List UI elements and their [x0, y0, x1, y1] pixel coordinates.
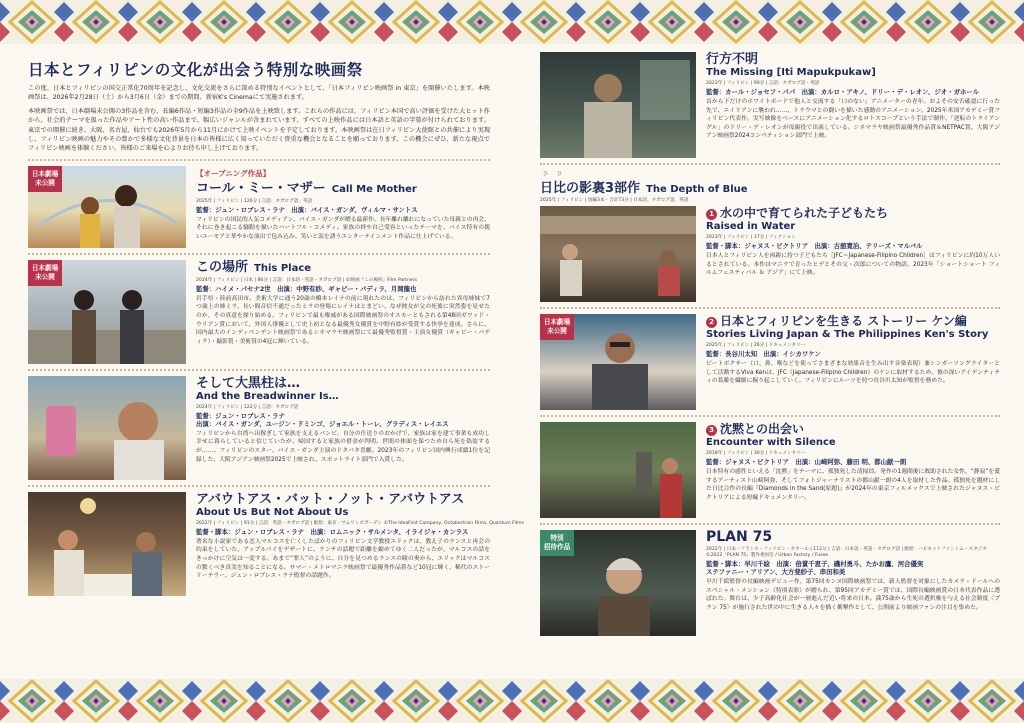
- film-title-en: The Missing [Iti Mapukpukaw]: [706, 67, 876, 78]
- scene-illustration: [28, 376, 186, 480]
- film-staff: 監督：ジュン・ロブレス・ラナ 出演：バイス・ガンダ、ユージン・ドミンゴ、ジョエル・トーレ、グラディス・レイエス: [196, 411, 449, 428]
- film-info: [696, 52, 1000, 158]
- number-badge: 1: [706, 209, 717, 220]
- film-meta: 2023年 | フィリピン | 17分 | フィクション: [706, 235, 796, 240]
- left-column: [28, 52, 524, 596]
- film-still-call-me-mother: [28, 166, 186, 248]
- special-invitation-badge: 特別 招待作品: [540, 530, 574, 556]
- film-still-this-place: [28, 260, 186, 364]
- film-description: 日本特有の感性といえる「沈黙」をテーマに、孤独死した清掃員。発作の1週間後に救助された女性、“静寂”を愛するアーティスト山崎阿弥、そしてフォトジャーナリストの都山献一朗の4人を取材した作品。孤独死を題材にした日比合作の長編『Diamonds in the Sand(原題)』が2024年の東京フィルメックスで上映されたジャヌス・ビクトリアによる短編ドキュメンタリー。: [706, 469, 1000, 501]
- film-info: [186, 260, 490, 364]
- film-call-me-mother: [28, 166, 490, 248]
- film-meta: 2018年 | フィリピン | 30分 | ドキュメンタリー: [706, 451, 806, 456]
- divider: [540, 163, 1000, 165]
- film-title-ja: そして大黒柱は…: [196, 375, 301, 391]
- intro-paragraph-1: この度、日本とフィリピンの国交正常化70周年を記念し、文化交流をさらに深める特別なイベントとして、「日本フィリピン映画祭 in 東京」を開催いたします。本映画祭は、2026年2月28日（土）から3月6日（金）までの期間、新宿K's Cinemaにて実施されます。: [28, 85, 490, 102]
- film-description: 日本人とフィリピン人を両親に持つ子どもたち［JFC＝Japanese-Filipino Children］はフィリピンに約10万人いるとされている。本作はマニラで育ったヒデとその父・次郎についての物語。2023年「ショートショート フィルムフェスティバル ＆ アジア」にて上映。: [706, 253, 1000, 277]
- number-badge: 2: [706, 317, 717, 328]
- scene-illustration: [540, 422, 696, 518]
- divider: [28, 369, 490, 371]
- film-title-ja: コール・ミー・マザー: [196, 180, 326, 196]
- unreleased-badge: 日本劇場 未公開: [28, 260, 62, 286]
- bottom-pattern-svg: [0, 679, 1024, 723]
- film-title-ja: 行方不明: [706, 52, 759, 67]
- divider: [28, 485, 490, 487]
- film-info: [696, 422, 1000, 518]
- film-title: [196, 181, 490, 197]
- film-info: [696, 530, 1000, 636]
- film-info: [696, 206, 1000, 302]
- top-pattern-svg: [0, 0, 1024, 44]
- film-meta: 2025年 | フィリピン | 120分 | 言語：タガログ語、英語: [196, 198, 313, 204]
- film-still-raised-in-water: [540, 206, 696, 302]
- film-title-en: Raised in Water: [706, 221, 796, 232]
- right-column: [540, 52, 1000, 636]
- unreleased-badge: 日本劇場 未公開: [28, 166, 62, 192]
- film-info: [186, 166, 490, 248]
- film-title-ja: [706, 314, 1000, 329]
- film-description: 著名な小説家である恋人マルコスを亡くしたばかりのフィリピン文学教授エリックは、教え子のランスと再会の約束をしていた。アップルパイをデザートに、ランチの話題で距離を縮めてゆく二人だったが、マルコスの話をきっかけに空気は一変する。あまで“罪人”のように、自分を見つめるランスの瞳の奥から、エリックはマルコスの驚くべき真実を知ることになる。サマー・メトロマニラ映画祭で最優秀作品賞など10冠に輝く、稀代のストーリーテラー、ジュン・ロブレス・ラナ監督の話題作。: [196, 538, 490, 580]
- film-title-ja: [706, 206, 1000, 221]
- film-still-ken-story: [540, 314, 696, 410]
- film-title-en: This Place: [254, 262, 312, 274]
- bottom-pattern-band: [0, 679, 1024, 723]
- film-staff: 監督・脚本：ジャヌス・ビクトリア 出演：古舘寛治、テリーズ・マルバル: [706, 242, 923, 250]
- scene-illustration: [28, 492, 186, 596]
- section-title-ja: 日比の影裏3部作: [540, 181, 641, 196]
- section-meta: 2025年 | フィリピン | 短編3本・合計73分 | 日本語、タガログ語、英語: [540, 198, 689, 203]
- section-title-en: The Depth of Blue: [646, 184, 748, 195]
- film-meta: 2022年 | 日本・フランス・フィリピン・カタール | 112分 | 言語：日本語・英語・タガログ語 | 配給：ハピネットファントム・スタジオ ©2022「PLAN 75」製作委員会 / Urban Factory / Fusee: [706, 547, 987, 558]
- film-title-en: About Us But Not About Us: [196, 506, 349, 518]
- film-plan-75: [540, 530, 1000, 636]
- film-breadwinner: [28, 376, 490, 480]
- film-still-plan-75: [540, 530, 696, 636]
- section-ruby: ひ ひ: [543, 171, 565, 177]
- film-description: 岩手県・陸前高田市。美術大学に通う20歳の橋本レイナの前に現れたのは、フィリピンから訪れた異母姉妹で7つ歳上の姉ミラ。長い間音信不通だったミラの登場にレイナはとまどい、なぜ彼女が父の死後に突然姿を見せたのか、その真意を探り始める。フィリピンで最も権威がある国際映画祭のオスカーともされる第48回ガワッド・ウリアン賞において、外国人俳優として史上初となる最優秀女優賞を中野有紗が受賞する快挙を達成。さらに、国内最大のインディペンデント映画祭であるシネマラヤ映画祭にて最優秀監督賞・主演女優賞（ギャビー・パディラ）・撮影賞・美術賞の4冠に輝いている。: [196, 295, 490, 345]
- film-this-place: [28, 260, 490, 364]
- film-title-ja-text: 水の中で育てられた子どもたち: [720, 206, 889, 220]
- divider: [28, 159, 490, 161]
- film-staff: 監督：長谷川太知 出演：イシカワケン: [706, 350, 821, 358]
- divider: [28, 253, 490, 255]
- short-ken-story: [540, 314, 1000, 410]
- scene-illustration: [540, 206, 696, 302]
- film-staff: 監督：ジュン・ロブレス・ラナ 出演：バイス・ガンダ、ヴィルマ・サントス: [196, 205, 418, 214]
- film-title-en: Encounter with Silence: [706, 437, 836, 448]
- film-info: [186, 376, 490, 480]
- film-still-about-us: [28, 492, 186, 596]
- short-encounter-with-silence: [540, 422, 1000, 518]
- section-depth-of-blue: [540, 170, 1000, 204]
- number-badge: 3: [706, 425, 717, 436]
- film-info: [696, 314, 1000, 410]
- film-title-ja-text: 沈黙との出会い: [720, 422, 805, 436]
- film-meta: 2024年 | フィリピン | 122分 | 言語：タガログ語: [196, 404, 299, 410]
- film-description: フィリピンから台湾へ出稼ぎして家族を支えるバンビ。自分の仕送りのおかげで、家族は家を建て事業も成功し幸せに暮らしていると信じていたが、帰国すると家族の借金が判明。世間の体面を保つため自ら死を偽装するが……。フィリピンのスター、バイス・ガンダ主演のドタバタ喜劇。2023年のフィリピン国内興行成績1位を記録した、大阪アジアン映画祭2025で上映され、スポットライト部門で入賞した。: [196, 430, 490, 463]
- film-title-ja: [706, 422, 1000, 437]
- film-title-en: Call Me Mother: [331, 183, 417, 195]
- film-description: フィリピンの国民的人気コメディアン、バイス・ガンダが贈る最新作。長年離れ離れになっていた母親との再会、それに巻き起こる騒動を描いたハートフル・コメディ。家族の絆や自己受容といったテーマを、バイス特有の鋭いユーモアと華やかな演出で包み込み、笑いと涙を誘うエンターテインメント作品に仕上げている。: [196, 216, 490, 241]
- section-title: [540, 177, 1000, 196]
- film-about-us: [28, 491, 524, 596]
- film-still-breadwinner: [28, 376, 186, 480]
- opening-tag: 【オープニング作品】: [196, 168, 271, 178]
- short-raised-in-water: [540, 206, 1000, 302]
- film-staff: 監督：ハイメ・パセナ2世 出演：中野有紗、ギャビー・パディラ、月岡龍也: [196, 284, 417, 293]
- film-title-en: And the Breadwinner Is…: [196, 390, 339, 402]
- unreleased-badge: 日本劇場 未公開: [540, 314, 574, 340]
- divider: [540, 523, 1000, 525]
- film-staff: 監督：カール・ジョセフ・パパ 出演：カルロ・アキノ、ドリー・デ・レオン、ジオ・ガホール: [706, 88, 980, 96]
- divider: [540, 415, 1000, 417]
- film-description: 首から下だけのホワイトボードで他人と交流する「口のない」アニメーターの青年。およその安否確認に行った先で、エイリアンに襲われ……、トラウマとの闘いを描いた感動のアニメーション。2025年米国アカデミー賞フィリピン代表作。実写映像をベースにアニメーション化するロトスコープという手法で制作。「逆転のトライアングル」のドリー・デ・レオンが母親役で出演している。シネマラヤ映画祭最優秀作品賞＆NETPAC賞、大阪アジアン映画祭2024コンペティション部門で上映。: [706, 99, 1000, 140]
- film-staff: 監督：ジャヌス・ビクトリア 出演：山崎阿弥、藤田 明、都山献一朗: [706, 458, 907, 466]
- film-staff: 監督・脚本：ジュン・ロブレス・ラナ 出演：ロムニック・サルメンタ、イライジャ・カンラス: [196, 527, 469, 536]
- film-still-encounter: [540, 422, 696, 518]
- film-title: [196, 260, 490, 276]
- film-title: PLAN 75: [706, 529, 773, 545]
- film-still-the-missing: [540, 52, 696, 158]
- film-title-ja: アバウトアス・バット・ノット・アバウトアス: [196, 491, 465, 507]
- film-staff: 監督・脚本：早川千絵 出演：倍賞千恵子、磯村勇斗、たかお鷹、河合優実 ステファニー・アリアン、大方斐紗子、串田和美: [706, 560, 924, 576]
- divider: [540, 307, 1000, 309]
- film-description: 早川千絵監督の長編映画デビュー作、第75回カンヌ国際映画祭では、新人監督を対象にしたカメラ・ドールへのスペシャル・メンション（特別表彰）が贈られ、第95回アカデミー賞では、国際長編映画賞の日本代表作品に選ばれた。舞台は、少子高齢化社会が一層進んだ近い将来の日本。満75歳から生死の選択権を与える社会制度〈プラン 75〉が施行された世の中に生きる人々を描く衝撃作として、公開前より映画ファンの注目を集めた。: [706, 579, 1000, 611]
- scene-illustration: [540, 52, 696, 158]
- film-description: ビートボクサー（口、鼻、喉などを使ってさまざまな効果音を生み出す音楽表現）兼シンガーソングライターとして活動するViva Kenは、JFC（Japanese-Filipino Children）のケンに取材するため、彼の深いアイデンティティの葛藤を繊細に掘り起こしていく。フィリピンにルーツを持つ長谷川太知が監督を務めた。: [706, 361, 1000, 385]
- top-pattern-band: [0, 0, 1024, 44]
- intro-paragraph-2: 本映画祭では、日本劇場未公開の3作品を含む、長編6作品・短編3作品の全9作品を上映致します。これらの作品には、フィリピン本国で高い評価を受けた大ヒット作から、社会的テーマを扱った作品やアート性の高い作品まで、幅広いジャンルが含まれています。すべての上映作品には日本語と英語の字幕が付けられております。東京での開催に続き、大阪、名古屋、仙台でも2026年5月から11月にかけて上映イベントを予定しております。本映画祭は在日フィリピン大使館との共催により実現し、フィリピン映画の魅力やその豊かで多様な文化背景を日本の皆様に広く知っていただく貴重な機会となることを願っております。この機会にぜひ、新たな視点でフィリピン映画を体験ください。皆様のご来場を心よりお待ち申し上げております。: [28, 107, 490, 153]
- film-meta: 2022年 | フィリピン | 91分 | 言語：英語・タガログ語 | 配給：東京・サムワンズガーデン ©The IdeaFirst Company, Octobertrain Films, Quantum Films: [196, 520, 524, 526]
- film-meta: 2024年 | フィリピン | 日本 | 86分 | 言語：日本語・英語・タガログ語 | ©映画『この場所』Film Partners: [196, 277, 417, 283]
- film-title-ja: この場所: [196, 259, 249, 275]
- film-title-en: Stories Living Japan & The Philippines Ken's Story: [706, 329, 989, 340]
- film-title-ja-text: 日本とフィリピンを生きる ストーリー ケン編: [720, 314, 967, 328]
- page-headline: 日本とフィリピンの文化が出会う特別な映画祭: [28, 61, 363, 79]
- film-meta: 2025年 | フィリピン | 26分 | ドキュメンタリー: [706, 343, 806, 348]
- film-info: [186, 491, 524, 596]
- film-the-missing: [540, 52, 1000, 158]
- film-meta: 2023年 | フィリピン | 90分 | 言語：タガログ語・英語: [706, 81, 820, 86]
